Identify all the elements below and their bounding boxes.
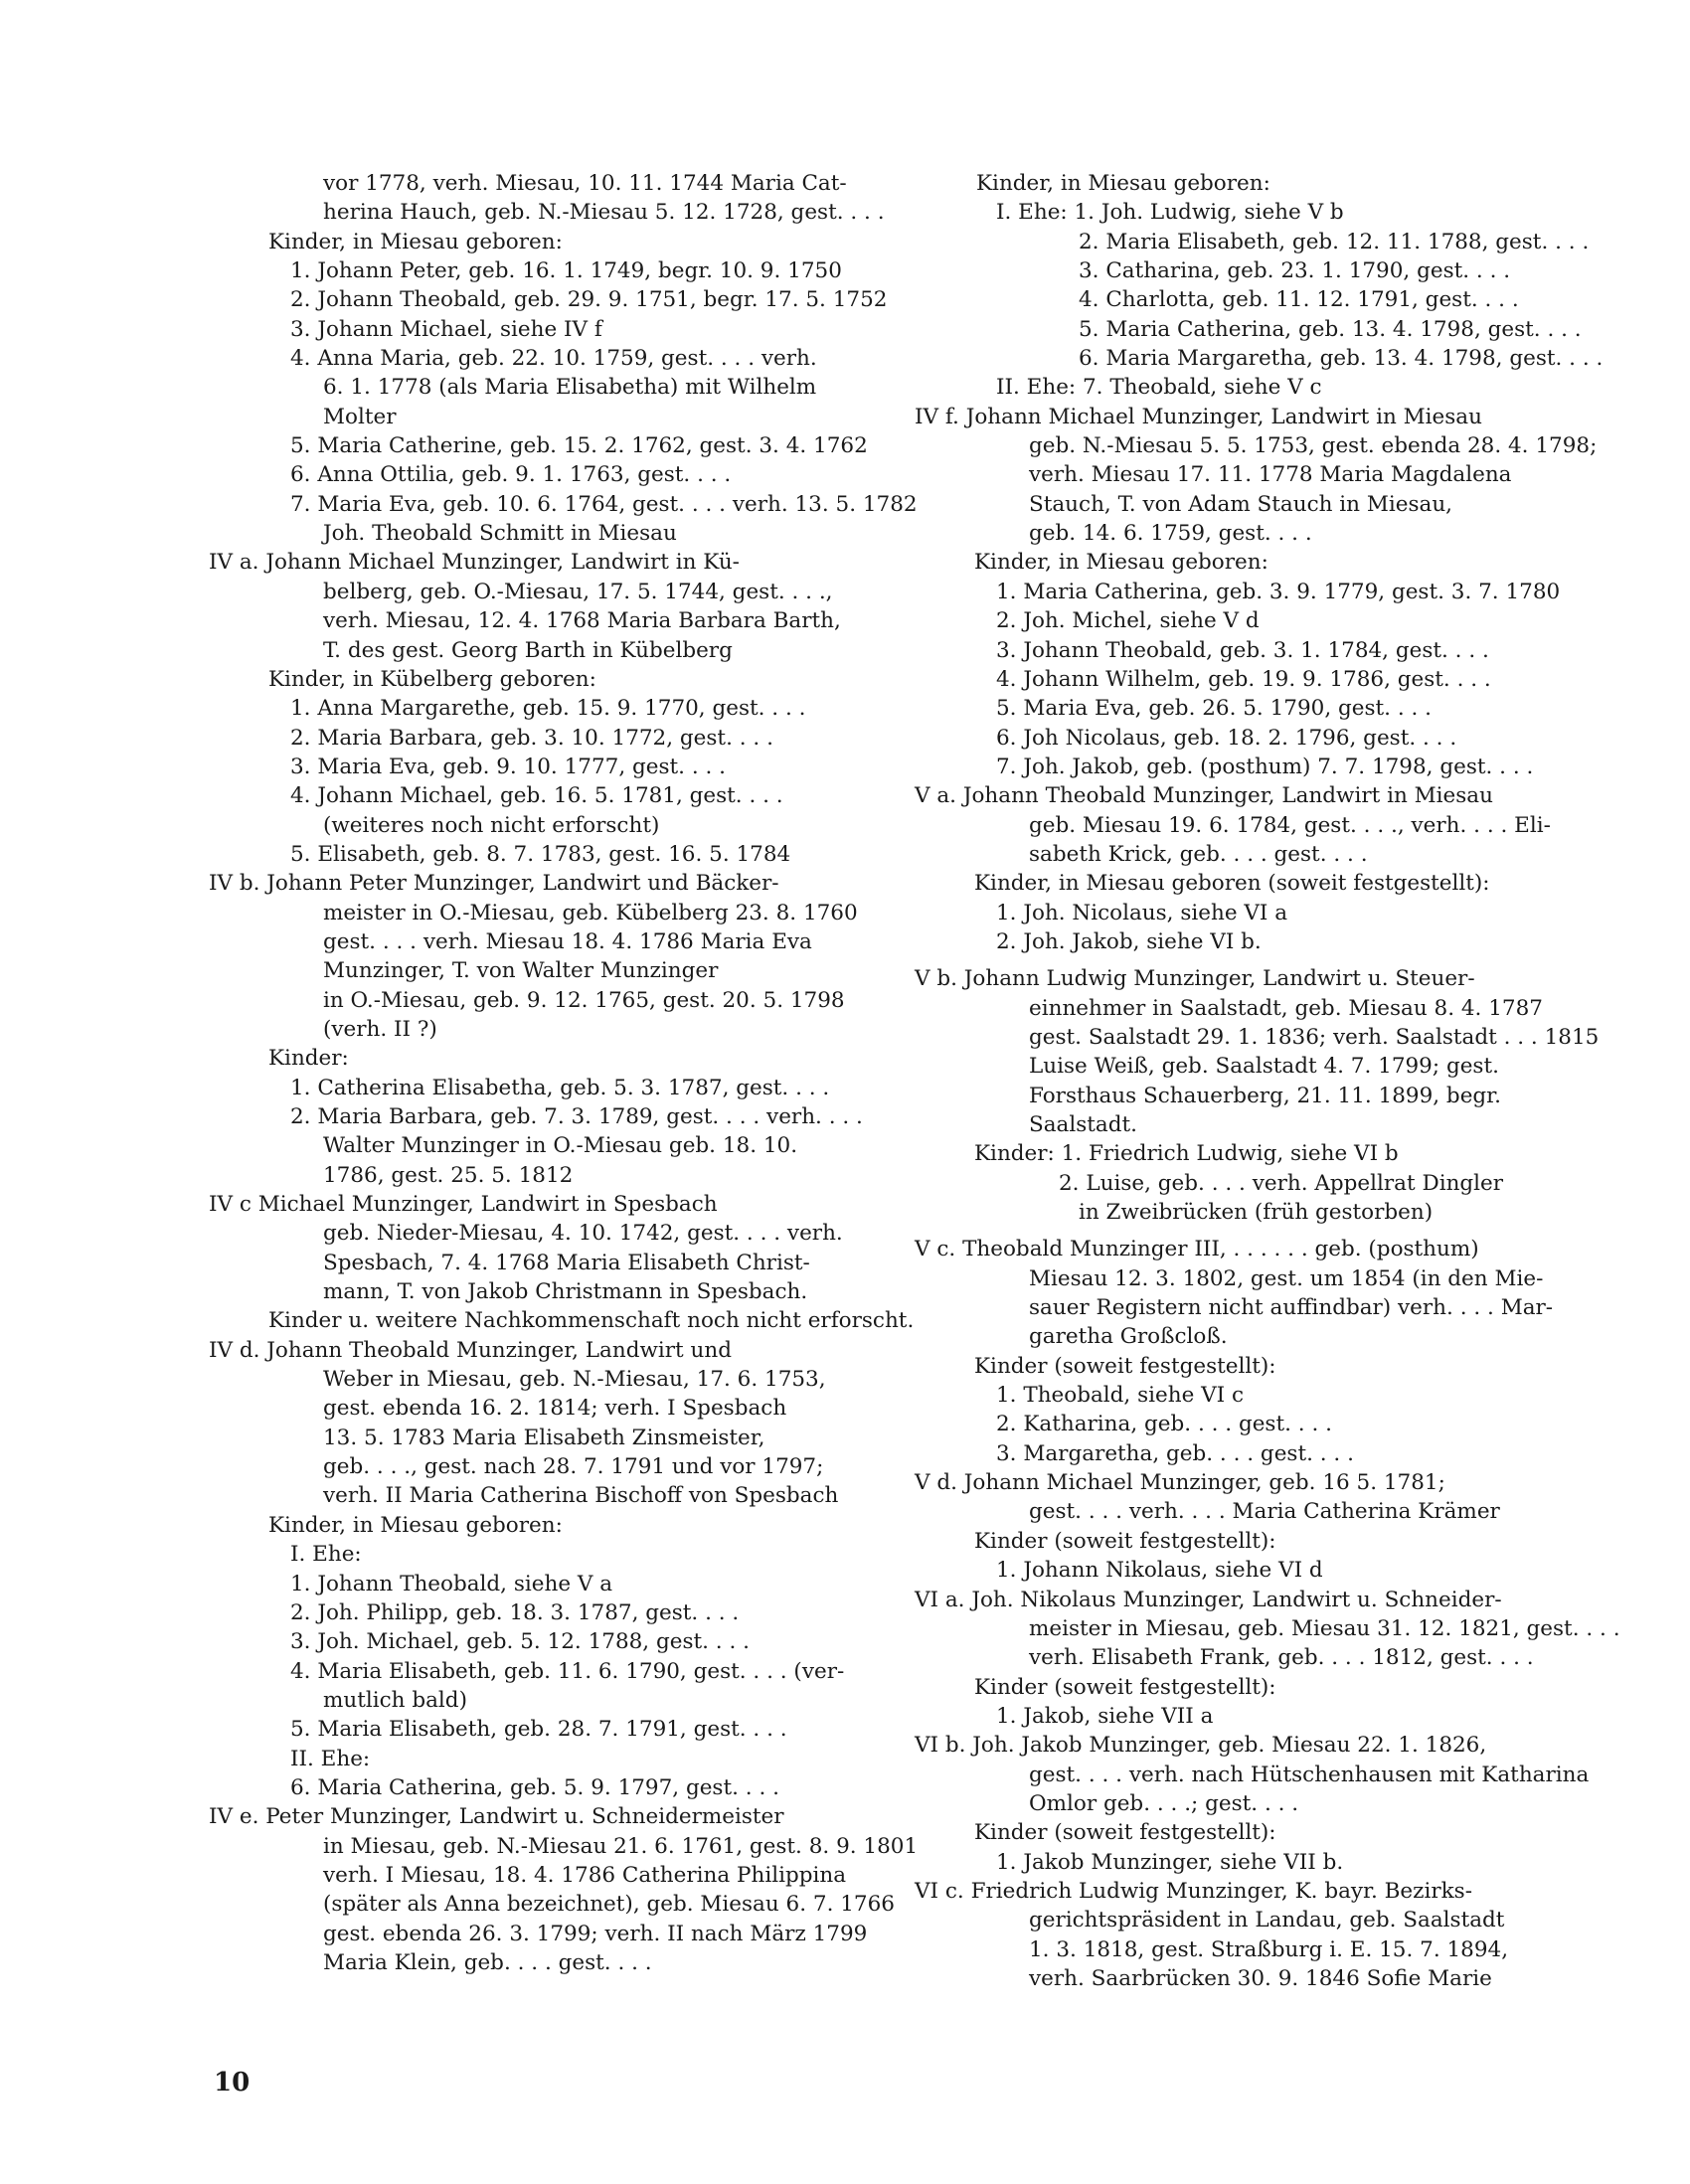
list-item: 7. Joh. Jakob, geb. (posthum) 7. 7. 1798, gest. . . . <box>996 754 1534 779</box>
list-item: 1. Johann Peter, geb. 16. 1. 1749, begr. 10. 9. 1750 <box>290 258 842 284</box>
text-line: geb. Miesau 19. 6. 1784, gest. . . ., verh. . . . Eli- <box>1029 812 1551 838</box>
list-item: 2. Joh. Jakob, siehe VI b. <box>996 928 1262 954</box>
text-line: 1. 3. 1818, gest. Straßburg i. E. 15. 7. 1894, <box>1029 1936 1509 1962</box>
list-item: 3. Joh. Michael, geb. 5. 12. 1788, gest. . . . <box>290 1629 750 1655</box>
text-line: in Zweibrücken (früh gestorben) <box>1079 1200 1434 1226</box>
list-item: 6. Joh Nicolaus, geb. 18. 2. 1796, gest. . . . <box>996 725 1457 751</box>
entry-heading: VI b. Joh. Jakob Munzinger, geb. Miesau 22. 1. 1826, <box>915 1733 1487 1759</box>
text-line: (später als Anna bezeichnet), geb. Miesau 6. 7. 1766 <box>323 1892 895 1918</box>
text-line: Kinder, in Miesau geboren: <box>974 550 1268 576</box>
text-line: 13. 5. 1783 Maria Elisabeth Zinsmeister, <box>323 1425 765 1450</box>
list-item: 2. Joh. Michel, siehe V d <box>996 608 1260 634</box>
list-item: 4. Anna Maria, geb. 22. 10. 1759, gest. . . . verh. <box>290 346 817 372</box>
entry-heading: VI c. Friedrich Ludwig Munzinger, K. bayr. Bezirks- <box>915 1878 1472 1904</box>
text-line: Kinder: <box>268 1046 349 1072</box>
list-item: I. Ehe: 1. Joh. Ludwig, siehe V b <box>996 200 1344 226</box>
list-item: 3. Johann Theobald, geb. 3. 1. 1784, gest. . . . <box>996 637 1489 663</box>
text-line: verh. Saarbrücken 30. 9. 1846 Sofie Marie <box>1029 1965 1492 1991</box>
entry-heading: IV e. Peter Munzinger, Landwirt u. Schneidermeister <box>209 1804 784 1830</box>
text-line: Weber in Miesau, geb. N.-Miesau, 17. 6. 1753, <box>323 1367 826 1393</box>
entry-heading: IV c Michael Munzinger, Landwirt in Spesbach <box>209 1192 718 1218</box>
entry-heading: IV b. Johann Peter Munzinger, Landwirt und Bäcker- <box>209 871 779 897</box>
list-item: 6. Maria Catherina, geb. 5. 9. 1797, gest. . . . <box>290 1774 779 1800</box>
list-item: 1. Jakob, siehe VII a <box>996 1703 1214 1729</box>
list-item: 2. Maria Barbara, geb. 7. 3. 1789, gest. . . . verh. . . . <box>290 1104 863 1129</box>
list-item: 2. Joh. Philipp, geb. 18. 3. 1787, gest. . . . <box>290 1599 740 1625</box>
text-line: einnehmer in Saalstadt, geb. Miesau 8. 4. 1787 <box>1029 995 1543 1021</box>
text-line: Kinder: 1. Friedrich Ludwig, siehe VI b <box>974 1141 1399 1167</box>
text-line: Walter Munzinger in O.-Miesau geb. 18. 10. <box>323 1133 798 1159</box>
list-item: 1. Johann Theobald, siehe V a <box>290 1571 613 1596</box>
text-line: herina Hauch, geb. N.-Miesau 5. 12. 1728, gest. . . . <box>323 200 885 226</box>
list-item: 1. Maria Catherina, geb. 3. 9. 1779, gest. 3. 7. 1780 <box>996 579 1561 604</box>
text-line: gerichtspräsident in Landau, geb. Saalstadt <box>1029 1908 1505 1933</box>
text-line: in O.-Miesau, geb. 9. 12. 1765, gest. 20. 5. 1798 <box>323 987 845 1013</box>
text-line: 1786, gest. 25. 5. 1812 <box>323 1162 574 1188</box>
text-line: verh. II Maria Catherina Bischoff von Spesbach <box>323 1483 839 1509</box>
text-line: gest. Saalstadt 29. 1. 1836; verh. Saalstadt . . . 1815 <box>1029 1024 1600 1050</box>
text-line: 6. 1. 1778 (als Maria Elisabetha) mit Wilhelm <box>323 375 817 401</box>
list-item: 2. Katharina, geb. . . . gest. . . . <box>996 1412 1332 1437</box>
entry-heading: V b. Johann Ludwig Munzinger, Landwirt u. Steuer- <box>915 966 1475 992</box>
text-line: garetha Großcloß. <box>1029 1324 1228 1350</box>
text-line: mann, T. von Jakob Christmann in Spesbach. <box>323 1279 808 1305</box>
left-column <box>209 169 919 1977</box>
text-line: Joh. Theobald Schmitt in Miesau <box>323 521 677 547</box>
text-line: (verh. II ?) <box>323 1016 437 1042</box>
list-item: 4. Charlotta, geb. 11. 12. 1791, gest. . . . <box>1079 287 1519 313</box>
text-line: Kinder, in Miesau geboren: <box>268 229 563 254</box>
text-line: meister in Miesau, geb. Miesau 31. 12. 1821, gest. . . . <box>1029 1615 1620 1641</box>
text-line: gest. ebenda 16. 2. 1814; verh. I Spesbach <box>323 1396 787 1422</box>
text-line: verh. I Miesau, 18. 4. 1786 Catherina Philippina <box>323 1862 847 1888</box>
right-column <box>915 169 1620 1993</box>
text-line: verh. Miesau 17. 11. 1778 Maria Magdalena <box>1029 462 1512 488</box>
text-line: Kinder (soweit festgestellt): <box>974 1353 1276 1379</box>
text-line: I. Ehe: <box>290 1542 362 1568</box>
spacer <box>915 1227 1551 1235</box>
list-item: 1. Joh. Nicolaus, siehe VI a <box>996 900 1288 925</box>
text-line: gest. . . . verh. . . . Maria Catherina Krämer <box>1029 1499 1500 1525</box>
text-line: Molter <box>323 404 397 429</box>
text-line: Munzinger, T. von Walter Munzinger <box>323 958 719 984</box>
list-item: 1. Theobald, siehe VI c <box>996 1383 1245 1409</box>
text-line: verh. Miesau, 12. 4. 1768 Maria Barbara Barth, <box>323 608 841 634</box>
entry-heading: V d. Johann Michael Munzinger, geb. 16 5. 1781; <box>915 1470 1445 1496</box>
list-item: 2. Maria Barbara, geb. 3. 10. 1772, gest. . . . <box>290 725 773 751</box>
text-line: Forsthaus Schauerberg, 21. 11. 1899, begr. <box>1029 1083 1501 1108</box>
text-line: mutlich bald) <box>323 1687 467 1713</box>
text-line: II. Ehe: <box>290 1746 371 1771</box>
list-item: 4. Maria Elisabeth, geb. 11. 6. 1790, gest. . . . (ver- <box>290 1658 845 1684</box>
text-line: belberg, geb. O.-Miesau, 17. 5. 1744, gest. . . ., <box>323 579 833 604</box>
entry-heading: V a. Johann Theobald Munzinger, Landwirt in Miesau <box>915 783 1493 809</box>
text-line: vor 1778, verh. Miesau, 10. 11. 1744 Maria Cat- <box>323 171 847 196</box>
text-line: meister in O.-Miesau, geb. Kübelberg 23. 8. 1760 <box>323 900 858 925</box>
spacer <box>915 956 1551 964</box>
text-line: Kinder (soweit festgestellt): <box>974 1674 1276 1700</box>
text-line: Kinder, in Miesau geboren (soweit festgestellt): <box>974 871 1490 897</box>
entry-heading: IV a. Johann Michael Munzinger, Landwirt in Kü- <box>209 550 740 576</box>
list-item: 3. Catharina, geb. 23. 1. 1790, gest. . . . <box>1079 258 1511 284</box>
text-line: sabeth Krick, geb. . . . gest. . . . <box>1029 841 1368 867</box>
list-item: 4. Johann Wilhelm, geb. 19. 9. 1786, gest. . . . <box>996 666 1491 692</box>
text-line: gest. . . . verh. nach Hütschenhausen mit Katharina <box>1029 1762 1590 1787</box>
list-item: 7. Maria Eva, geb. 10. 6. 1764, gest. . . . verh. 13. 5. 1782 <box>290 491 918 517</box>
list-item: 4. Johann Michael, geb. 16. 5. 1781, gest. . . . <box>290 783 783 809</box>
text-line: Omlor geb. . . .; gest. . . . <box>1029 1790 1299 1816</box>
page-number: 10 <box>214 2068 251 2098</box>
text-line: in Miesau, geb. N.-Miesau 21. 6. 1761, gest. 8. 9. 1801 <box>323 1833 919 1859</box>
text-line: Kinder (soweit festgestellt): <box>974 1820 1276 1846</box>
list-item: 2. Luise, geb. . . . verh. Appellrat Dingler <box>1059 1170 1504 1196</box>
text-line: Luise Weiß, geb. Saalstadt 4. 7. 1799; gest. <box>1029 1054 1499 1080</box>
text-line: geb. . . ., gest. nach 28. 7. 1791 und vor 1797; <box>323 1454 824 1480</box>
text-line: geb. Nieder-Miesau, 4. 10. 1742, gest. . . . verh. <box>323 1221 843 1247</box>
entry-heading: IV f. Johann Michael Munzinger, Landwirt in Miesau <box>915 404 1482 429</box>
list-item: II. Ehe: 7. Theobald, siehe V c <box>996 375 1322 401</box>
list-item: 3. Margaretha, geb. . . . gest. . . . <box>996 1440 1354 1466</box>
text-line: sauer Registern nicht auffindbar) verh. . . . Mar- <box>1029 1295 1554 1321</box>
text-line: Spesbach, 7. 4. 1768 Maria Elisabeth Christ- <box>323 1250 810 1275</box>
list-item: 5. Maria Catherine, geb. 15. 2. 1762, gest. 3. 4. 1762 <box>290 433 868 459</box>
text-line: Miesau 12. 3. 1802, gest. um 1854 (in den Mie- <box>1029 1265 1544 1291</box>
list-item: 5. Elisabeth, geb. 8. 7. 1783, gest. 16. 5. 1784 <box>290 841 791 867</box>
text-line: Maria Klein, geb. . . . gest. . . . <box>323 1949 652 1975</box>
list-item: 1. Anna Margarethe, geb. 15. 9. 1770, gest. . . . <box>290 696 806 722</box>
text-line: Kinder, in Miesau geboren: <box>268 1512 563 1538</box>
text-line: Saalstadt. <box>1029 1112 1137 1137</box>
text-line: gest. ebenda 26. 3. 1799; verh. II nach März 1799 <box>323 1921 868 1946</box>
text-line: geb. N.-Miesau 5. 5. 1753, gest. ebenda 28. 4. 1798; <box>1029 433 1598 459</box>
text-line: Kinder (soweit festgestellt): <box>974 1528 1276 1554</box>
list-item: 3. Johann Michael, siehe IV f <box>290 316 602 342</box>
text-line: gest. . . . verh. Miesau 18. 4. 1786 Maria Eva <box>323 928 812 954</box>
text-line: Kinder, in Kübelberg geboren: <box>268 666 596 692</box>
list-item: 6. Anna Ottilia, geb. 9. 1. 1763, gest. . . . <box>290 462 732 488</box>
list-item: 5. Maria Catherina, geb. 13. 4. 1798, gest. . . . <box>1079 316 1582 342</box>
text-line: Kinder, in Miesau geboren: <box>976 171 1270 196</box>
list-item: 5. Maria Eva, geb. 26. 5. 1790, gest. . . . <box>996 696 1432 722</box>
text-line: (weiteres noch nicht erforscht) <box>323 812 660 838</box>
list-item: 1. Johann Nikolaus, siehe VI d <box>996 1558 1323 1584</box>
text-line: verh. Elisabeth Frank, geb. . . . 1812, gest. . . . <box>1029 1645 1534 1671</box>
text-line: T. des gest. Georg Barth in Kübelberg <box>323 637 733 663</box>
text-line: Stauch, T. von Adam Stauch in Miesau, <box>1029 491 1453 517</box>
text-line: Kinder u. weitere Nachkommenschaft noch nicht erforscht. <box>268 1308 915 1334</box>
list-item: 2. Maria Elisabeth, geb. 12. 11. 1788, gest. . . . <box>1079 229 1590 254</box>
list-item: 1. Jakob Munzinger, siehe VII b. <box>996 1849 1344 1875</box>
entry-heading: VI a. Joh. Nikolaus Munzinger, Landwirt u. Schneider- <box>915 1587 1502 1612</box>
list-item: 1. Catherina Elisabetha, geb. 5. 3. 1787, gest. . . . <box>290 1075 830 1100</box>
list-item: 2. Johann Theobald, geb. 29. 9. 1751, begr. 17. 5. 1752 <box>290 287 888 313</box>
text-line: geb. 14. 6. 1759, gest. . . . <box>1029 521 1312 547</box>
list-item: 3. Maria Eva, geb. 9. 10. 1777, gest. . . . <box>290 754 726 779</box>
list-item: 6. Maria Margaretha, geb. 13. 4. 1798, gest. . . . <box>1079 346 1604 372</box>
list-item: 5. Maria Elisabeth, geb. 28. 7. 1791, gest. . . . <box>290 1717 787 1743</box>
entry-heading: V c. Theobald Munzinger III, . . . . . . geb. (posthum) <box>915 1237 1479 1262</box>
entry-heading: IV d. Johann Theobald Munzinger, Landwirt und <box>209 1337 732 1363</box>
